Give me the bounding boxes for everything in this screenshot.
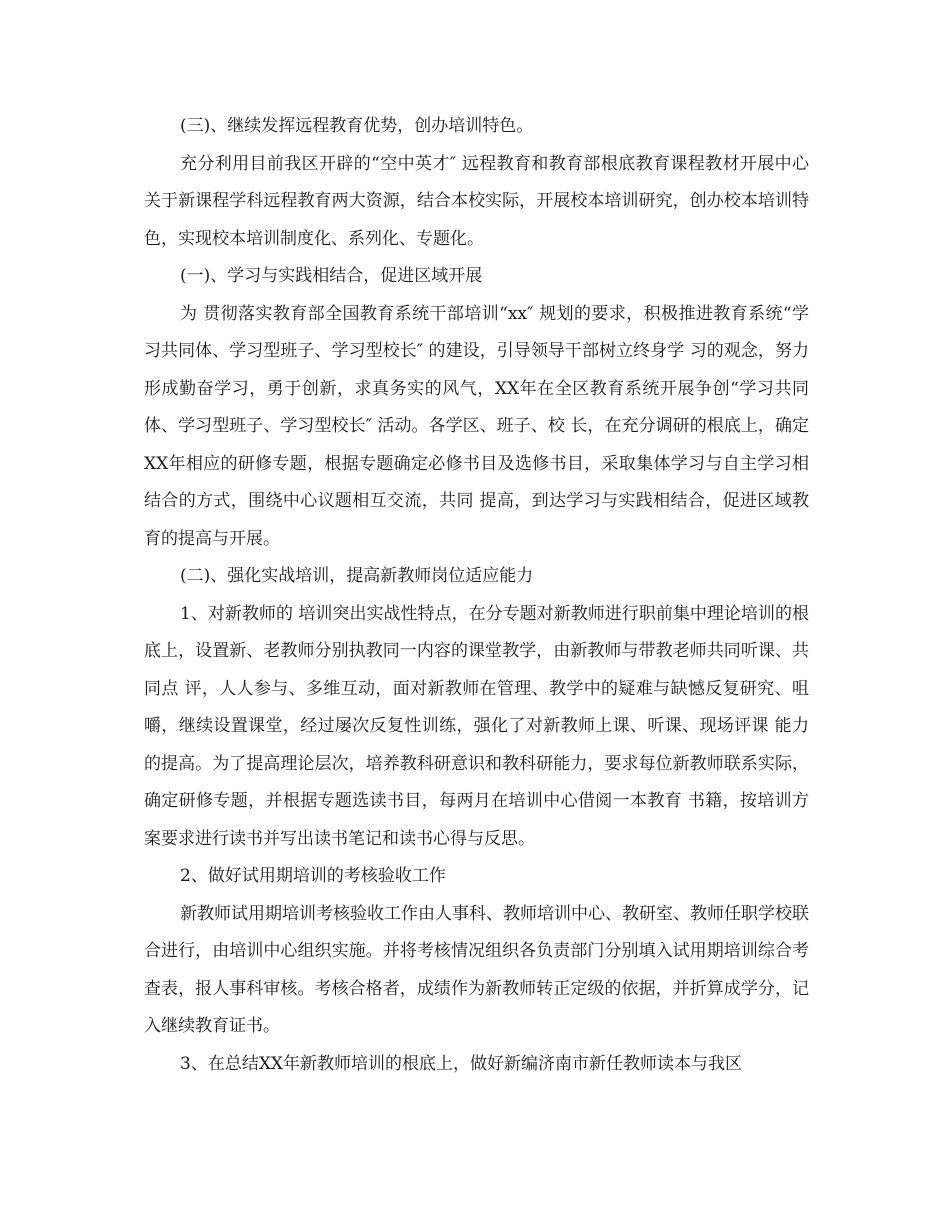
body-paragraph: 充分利用目前我区开辟的“空中英才″ 远程教育和教育部根底教育课程教材开展中心关于新课程学科远程教育两大资源，结合本校实际，开展校本培训研究，创办校本培训特色，实现校本培训制度化、系列化、专题化。 [144,153,809,249]
subsection-heading: 2、做好试用期培训的考核验收工作 [180,866,446,886]
body-paragraph: 1、对新教师的 培训突出实战性特点，在分专题对新教师进行职前集中理论培训的根底上，设置新、老教师分别执教同一内容的课堂教学，由新教师与带教老师共同听课、共同点 评，人人参与、多维互动，面对新教师在管理、教学中的疑难与缺憾反复研究、咀嚼，继续设置课堂，经过屡次反复性训练，强化了对新教师上课、听课、现场评课 能力的提高。为了提高理论层次，培养教科研意识和教科研能力，要求每位新教师联系实际，确定研修专题，并根据专题选读书目，每两月在培训中心借阅一本教育 书籍，按培训方案要求进行读书并写出读书笔记和读书心得与反思。 [144,603,809,849]
body-paragraph: 新教师试用期培训考核验收工作由人事科、教师培训中心、教研室、教师任职学校联合进行，由培训中心组织实施。并将考核情况组织各负责部门分别填入试用期培训综合考查表，报人事科审核。考核合格者，成绩作为新教师转正定级的依据，并折算成学分，记入继续教育证书。 [144,903,809,1036]
section-heading-one: (一)、学习与实践相结合，促进区域开展 [180,266,483,286]
body-paragraph: 为 贯彻落实教育部全国教育系统干部培训“xx″ 规划的要求，积极推进教育系统“学习共同体、学习型班子、学习型校长″ 的建设，引导领导干部树立终身学 习的观念，努力形成勤奋学习，勇于创新，求真务实的风气，XX年在全区教育系统开展争创“学习共同体、学习型班子、学习型校长″ 活动。各学区、班子、校 长，在充分调研的根底上，确定XX年相应的研修专题，根据专题确定必修书目及选修书目，采取集体学习与自主学习相结合的方式，围绕中心议题相互交流，共同 提高，到达学习与实践相结合，促进区域教育的提高与开展。 [144,303,809,549]
document-body [144,108,809,1083]
section-heading-two: (二)、强化实战培训，提高新教师岗位适应能力 [180,566,534,586]
body-paragraph: 3、在总结XX年新教师培训的根底上，做好新编济南市新任教师读本与我区 [180,1053,743,1074]
section-heading-three: (三)、继续发挥远程教育优势，创办培训特色。 [180,116,534,136]
